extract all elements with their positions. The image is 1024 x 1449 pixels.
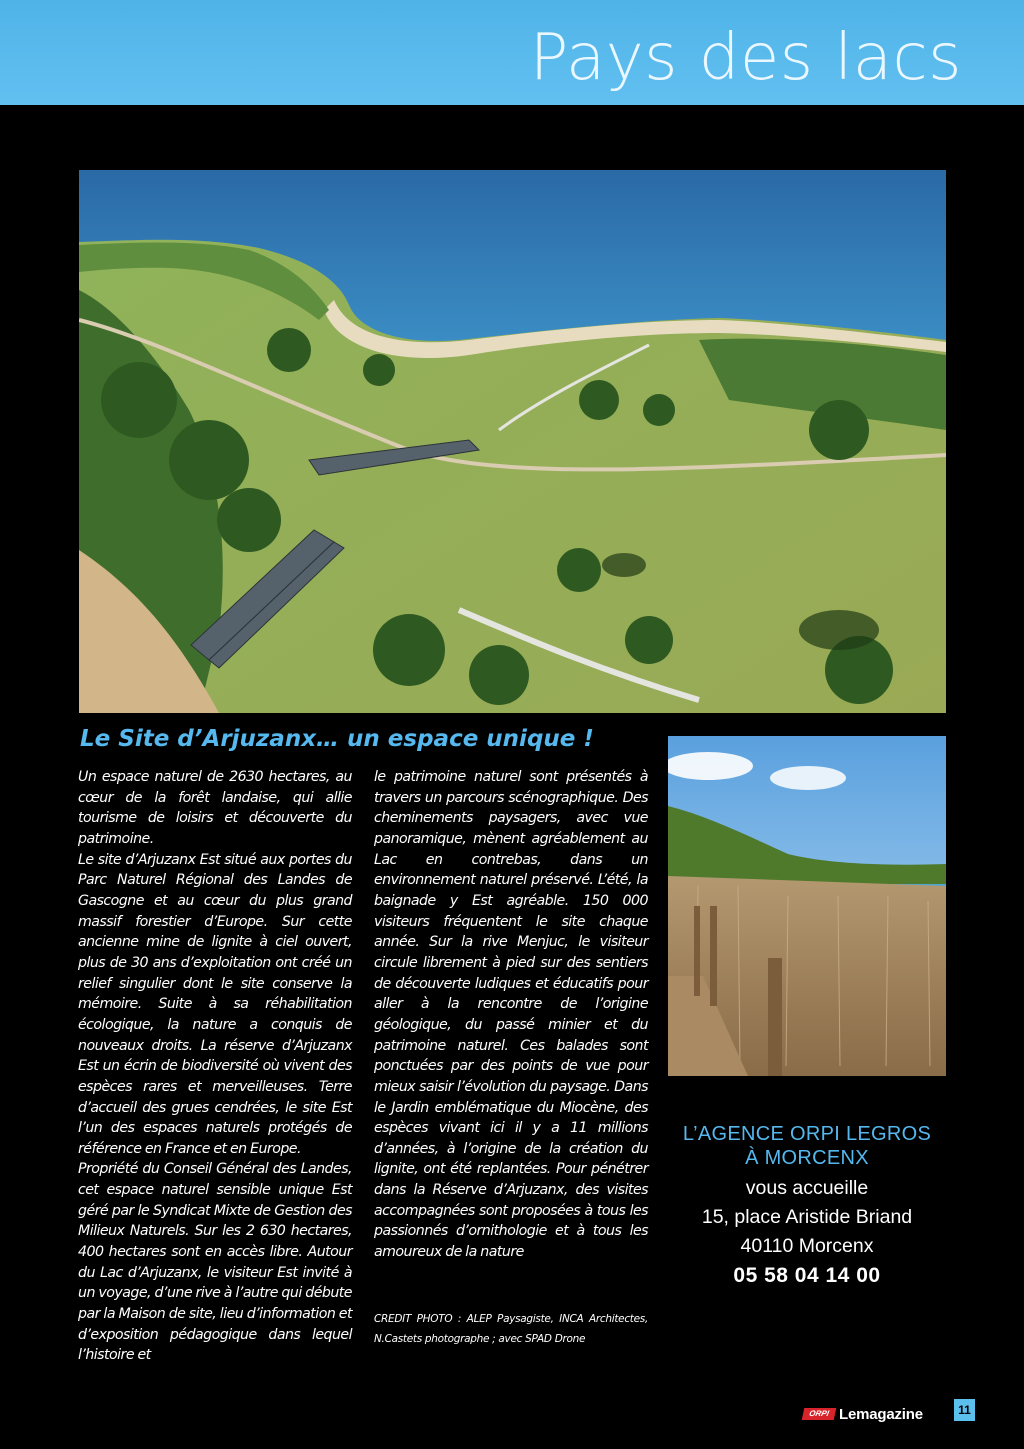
agency-contact (668, 1122, 946, 1291)
agency-city: 40110 Morcenx (740, 1235, 874, 1257)
agency-welcome: vous accueille (745, 1177, 869, 1199)
article-title: Le Site d’Arjuzanx… un espace unique ! (80, 726, 594, 752)
boardwalk-photo-icon (668, 736, 946, 1076)
aerial-lake-photo (79, 170, 946, 713)
lake-boardwalk-photo (668, 736, 946, 1076)
paragraph: Le site d’Arjuzanx Est situé aux portes du Parc Naturel Régional des Landes de Gascogne et au cœur du plus grand massif forestier d’Europe. Sur cette ancienne mine de lignite à ciel ouvert, plus de 30 ans d’exploitation ont créé un relief singulier dont le site conserve la mémoire. Suite à sa réhabilitation écologique, la nature a conquis de nouveaux droits. La réserve d’Arjuzanx Est un écrin de biodiversité où vivent des espèces rares et merveilleuses. Terre d’accueil des grues cendrées, le site Est l’un des espaces naturels protégés de référence en France et en Europe. (78, 851, 352, 1157)
agency-name-city: À MORCENX (745, 1147, 869, 1169)
agency-phone[interactable]: 05 58 04 14 00 (733, 1264, 881, 1287)
article-column-1 (78, 767, 352, 1366)
paragraph: Un espace naturel de 2630 hectares, au cœur de la forêt landaise, qui allie tourisme de loisirs et découverte du patrimoine. (78, 769, 352, 847)
article-column-2 (374, 767, 648, 1263)
orpi-logo-icon: ORPI (802, 1408, 837, 1420)
photo-credit: CREDIT PHOTO : ALEP Paysagiste, INCA Architectes, N.Castets photographe ; avec SPAD Drone (374, 1313, 648, 1345)
agency-address: 15, place Aristide Briand (701, 1206, 913, 1228)
section-title: Pays des lacs (529, 21, 962, 95)
magazine-logo (803, 1404, 923, 1424)
paragraph: Propriété du Conseil Général des Landes, cet espace naturel sensible unique Est géré par le Syndicat Mixte de Gestion des Milieux Naturels. Sur les 2 630 hectares, 400 hectares sont en accès libre. Autour du Lac d’Arjuzanx, le visiteur Est invité à un voyage, d’une rive à l’autre qui débute par la Maison de site, lieu d’information et d’exposition pédagogique dans lequel l’histoire et (78, 1161, 352, 1364)
magazine-name: Lemagazine (839, 1405, 923, 1423)
agency-name: L’AGENCE ORPI LEGROS (682, 1123, 932, 1145)
page-number: 11 (954, 1399, 975, 1421)
page-header (0, 0, 1024, 105)
aerial-lake-photo-icon (79, 170, 946, 713)
paragraph: le patrimoine naturel sont présentés à travers un parcours scénographique. Des cheminements paysagers, avec vue panoramique, mènent agréablement au Lac en contrebas, dans un environnement naturel préservé. L’été, la baignade y Est agréable. 150 000 visiteurs fréquentent le site chaque année. Sur la rive Menjuc, le visiteur circule librement à pied sur des sentiers de découverte ludiques et éducatifs pour aller à la rencontre de l’origine géologique, du passé minier et du patrimoine naturel. Ces balades sont ponctuées par des points de vue pour mieux saisir l’évolution du paysage. Dans le Jardin emblématique du Miocène, des espèces vivant ici il y a 11 millions d’années, à l’origine de la création du lignite, ont été replantées. Pour pénétrer dans la Réserve d’Arjuzanx, des visites accompagnées sont proposées à tous les passionnés d’ornithologie et à tous les amoureux de la nature (374, 769, 648, 1261)
